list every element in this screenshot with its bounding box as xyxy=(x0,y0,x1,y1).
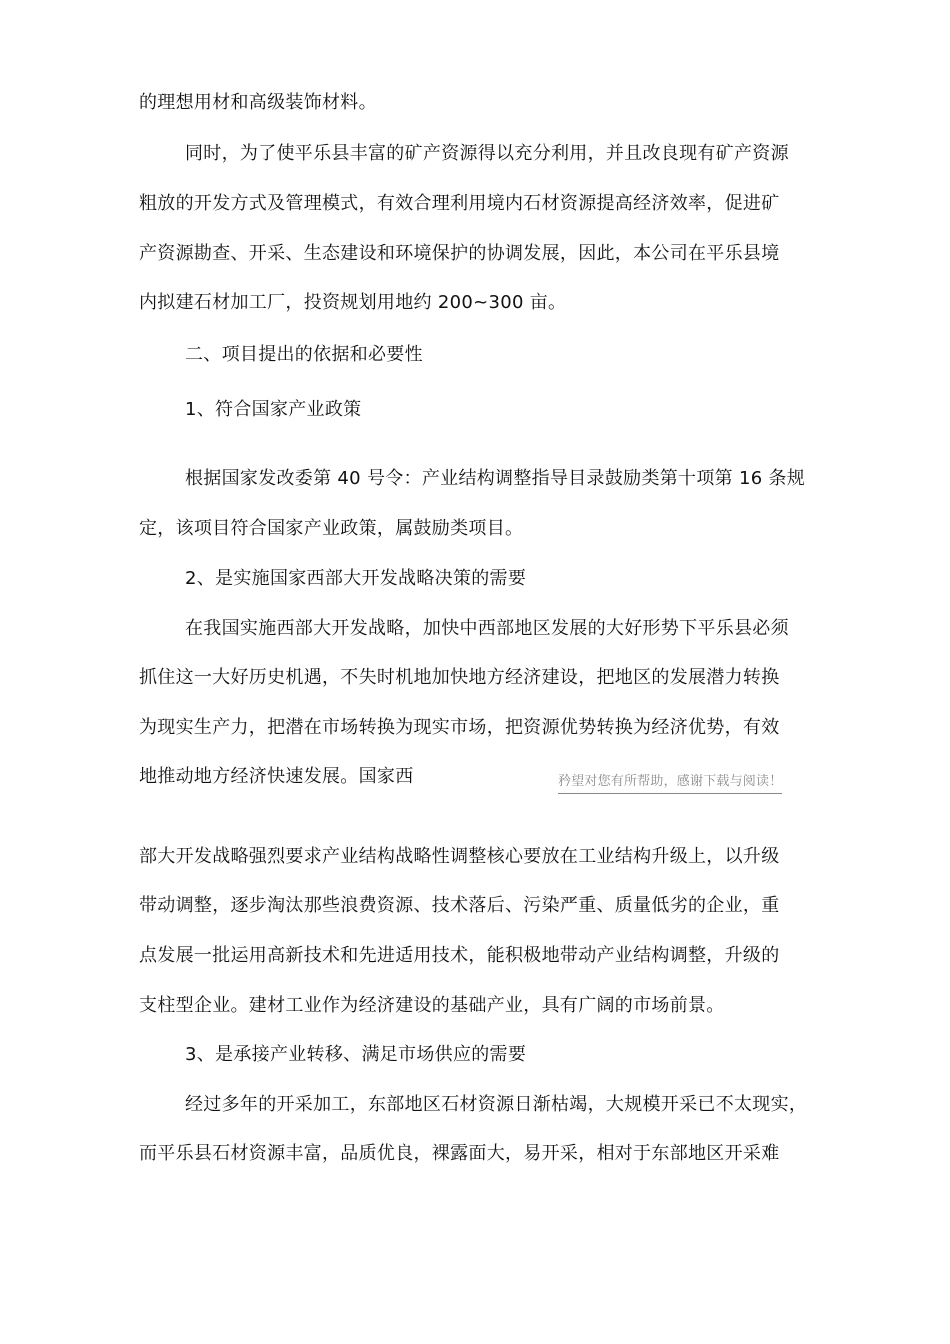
subsection-heading: 1、符合国家产业政策 xyxy=(185,399,362,420)
paragraph-line: 地推动地方经济快速发展。国家西 xyxy=(139,766,414,787)
paragraph-line: 粗放的开发方式及管理模式，有效合理利用境内石材资源提高经济效率，促进矿 xyxy=(139,193,780,214)
paragraph-line: 根据国家发改委第 40 号令：产业结构调整指导目录鼓励类第十项第 16 条规 xyxy=(185,468,806,489)
paragraph-line: 在我国实施西部大开发战略，加快中西部地区发展的大好形势下平乐县必须 xyxy=(185,618,789,639)
paragraph-line: 而平乐县石材资源丰富，品质优良，裸露面大，易开采，相对于东部地区开采难 xyxy=(139,1143,780,1164)
paragraph-line: 的理想用材和高级装饰材料。 xyxy=(139,92,377,113)
paragraph-line: 经过多年的开采加工，东部地区石材资源日渐枯竭，大规模开采已不太现实， xyxy=(185,1094,808,1115)
paragraph-line: 产资源勘查、开采、生态建设和环境保护的协调发展，因此，本公司在平乐县境 xyxy=(139,243,780,264)
paragraph-line: 为现实生产力，把潜在市场转换为现实市场，把资源优势转换为经济优势，有效 xyxy=(139,717,780,738)
subsection-heading: 3、是承接产业转移、满足市场供应的需要 xyxy=(185,1044,527,1065)
paragraph-line: 定，该项目符合国家产业政策，属鼓励类项目。 xyxy=(139,518,524,539)
paragraph-line: 支柱型企业。建材工业作为经济建设的基础产业，具有广阔的市场前景。 xyxy=(139,995,725,1016)
paragraph-line: 同时，为了使平乐县丰富的矿产资源得以充分利用，并且改良现有矿产资源 xyxy=(185,143,789,164)
subsection-heading: 2、是实施国家西部大开发战略决策的需要 xyxy=(185,568,527,589)
download-thanks-note: 矜望对您有所帮助，感谢下载与阅读！ xyxy=(558,773,782,794)
paragraph-line: 带动调整，逐步淘汰那些浪费资源、技术落后、污染严重、质量低劣的企业，重 xyxy=(139,895,780,916)
paragraph-line: 部大开发战略强烈要求产业结构战略性调整核心要放在工业结构升级上，以升级 xyxy=(139,846,780,867)
paragraph-line: 内拟建石材加工厂，投资规划用地约 200~300 亩。 xyxy=(139,292,567,313)
paragraph-line: 抓住这一大好历史机遇，不失时机地加快地方经济建设，把地区的发展潜力转换 xyxy=(139,667,780,688)
section-heading: 二、项目提出的依据和必要性 xyxy=(185,344,423,365)
paragraph-line: 点发展一批运用高新技术和先进适用技术，能积极地带动产业结构调整，升级的 xyxy=(139,945,780,966)
